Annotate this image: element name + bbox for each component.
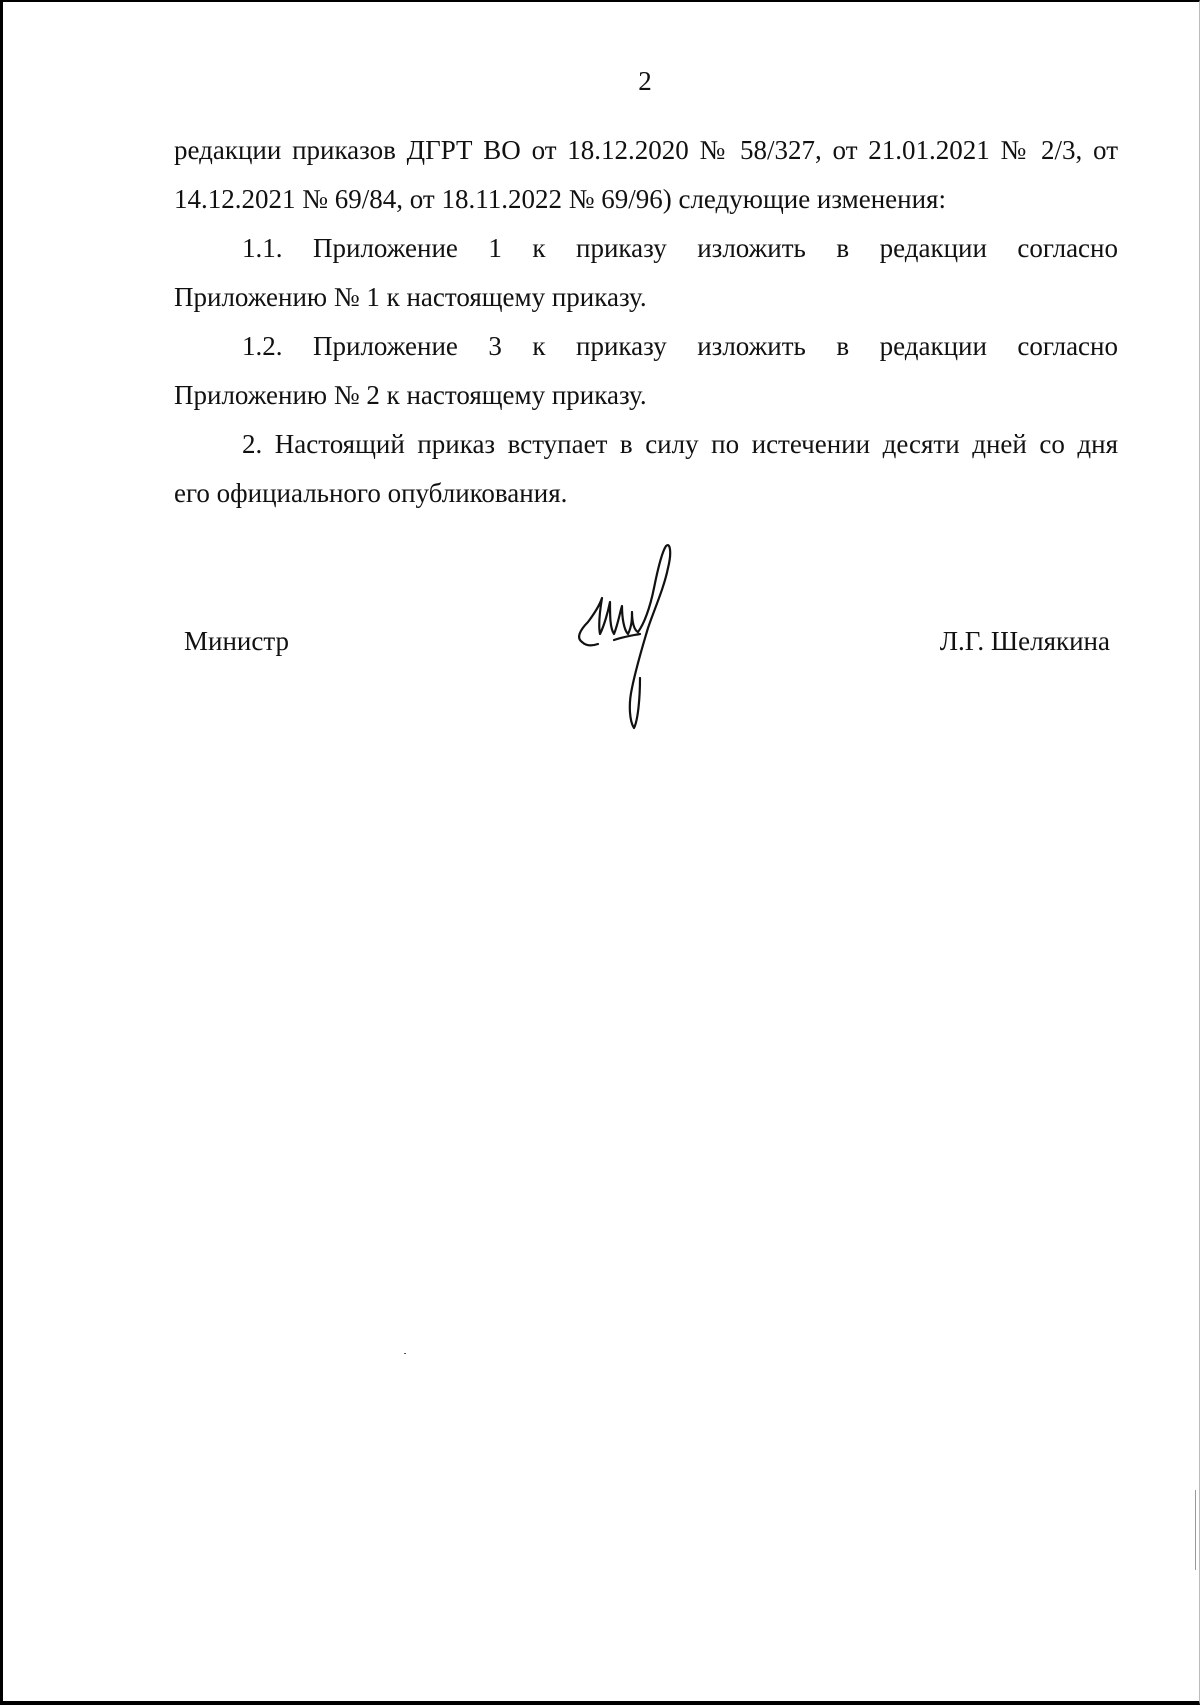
paragraph-line: его официального опубликования.: [174, 478, 568, 508]
paragraph-item-1-2: [174, 322, 1118, 420]
handwritten-signature: [570, 538, 700, 738]
signer-name: Л.Г. Шелякина: [939, 626, 1110, 656]
paragraph-line: 1.2. Приложение 3 к приказу изложить в редакции согласно: [242, 331, 1118, 361]
paragraph-line: редакции приказов ДГРТ ВО от 18.12.2020 № 58/327, от 21.01.2021 № 2/3, от: [174, 135, 1118, 165]
scan-speck: [404, 1353, 406, 1354]
paragraph-line: 14.12.2021 № 69/84, от 18.11.2022 № 69/96) следующие изменения:: [174, 184, 946, 214]
paragraph-line: 2. Настоящий приказ вступает в силу по истечении десяти дней со дня: [242, 429, 1118, 459]
scan-edge-mark: [1195, 1490, 1196, 1570]
paragraph-intro: [174, 126, 1118, 224]
paragraph-item-2: [174, 420, 1118, 518]
paragraph-line: Приложению № 1 к настоящему приказу.: [174, 282, 647, 312]
position-title: Министр: [184, 626, 289, 656]
paragraph-line: Приложению № 2 к настоящему приказу.: [174, 380, 647, 410]
paragraph-item-1-1: [174, 224, 1118, 322]
page-number: 2: [638, 66, 652, 96]
paragraph-line: 1.1. Приложение 1 к приказу изложить в редакции согласно: [242, 233, 1118, 263]
